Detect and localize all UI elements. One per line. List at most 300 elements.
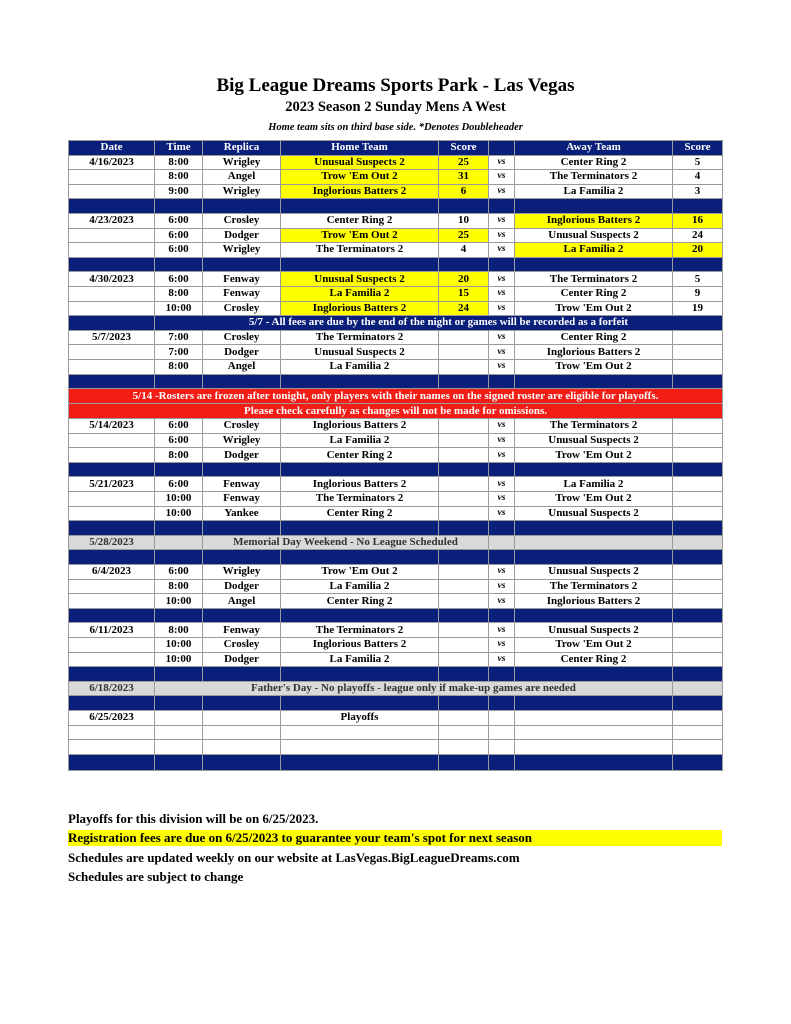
separator-cell	[515, 462, 673, 477]
column-header-vs	[489, 141, 515, 156]
vs-cell: vs	[489, 448, 515, 463]
separator-cell	[203, 608, 281, 623]
replica-cell	[203, 725, 281, 740]
time-cell: 10:00	[155, 638, 203, 653]
replica-cell: Fenway	[203, 272, 281, 287]
away-team-cell: Center Ring 2	[515, 330, 673, 345]
home-score-cell: 24	[439, 301, 489, 316]
replica-cell: Dodger	[203, 652, 281, 667]
schedule-table	[68, 140, 723, 771]
replica-cell: Crosley	[203, 330, 281, 345]
away-score-cell: 19	[673, 301, 723, 316]
away-team-cell: Center Ring 2	[515, 652, 673, 667]
away-team-cell	[515, 725, 673, 740]
away-score-cell	[673, 710, 723, 725]
replica-cell: Crosley	[203, 638, 281, 653]
separator-cell	[155, 257, 203, 272]
away-team-cell	[515, 740, 673, 755]
away-team-cell: Unusual Suspects 2	[515, 433, 673, 448]
notice-blank	[69, 316, 155, 331]
date-cell: 5/7/2023	[69, 330, 155, 345]
home-score-cell	[439, 565, 489, 580]
time-cell	[155, 725, 203, 740]
replica-cell: Wrigley	[203, 184, 281, 199]
week-separator	[69, 608, 723, 623]
date-cell	[69, 228, 155, 243]
time-cell: 8:00	[155, 170, 203, 185]
change-note: Schedules are subject to change	[68, 869, 244, 884]
separator-cell	[281, 257, 439, 272]
separator-cell	[439, 257, 489, 272]
separator-cell	[281, 608, 439, 623]
time-cell: 6:00	[155, 433, 203, 448]
away-score-cell	[673, 740, 723, 755]
away-score-cell: 5	[673, 272, 723, 287]
home-score-cell: 25	[439, 228, 489, 243]
separator-cell	[203, 667, 281, 682]
fee-notice-row	[69, 316, 723, 331]
home-score-cell: 10	[439, 213, 489, 228]
blank-cell	[489, 535, 515, 550]
time-cell: 6:00	[155, 419, 203, 434]
replica-cell: Crosley	[203, 213, 281, 228]
away-team-cell: Center Ring 2	[515, 155, 673, 170]
time-cell: 10:00	[155, 506, 203, 521]
table-row	[69, 419, 723, 434]
holiday-row	[69, 681, 723, 696]
away-team-cell: Inglorious Batters 2	[515, 213, 673, 228]
away-team-cell: Inglorious Batters 2	[515, 345, 673, 360]
away-score-cell	[673, 594, 723, 609]
vs-cell: vs	[489, 243, 515, 258]
away-team-cell: Trow 'Em Out 2	[515, 492, 673, 507]
replica-cell: Angel	[203, 359, 281, 374]
time-cell: 8:00	[155, 579, 203, 594]
separator-cell	[203, 374, 281, 389]
date-cell	[69, 638, 155, 653]
home-score-cell: 20	[439, 272, 489, 287]
away-team-cell: Trow 'Em Out 2	[515, 638, 673, 653]
separator-cell	[673, 257, 723, 272]
alert-text: Please check carefully as changes will not be made for omissions.	[69, 404, 723, 419]
away-score-cell: 3	[673, 184, 723, 199]
separator-cell	[155, 754, 203, 770]
away-team-cell: The Terminators 2	[515, 419, 673, 434]
separator-cell	[515, 667, 673, 682]
home-score-cell: 25	[439, 155, 489, 170]
home-score-cell: 6	[439, 184, 489, 199]
home-score-cell	[439, 359, 489, 374]
date-cell: 4/23/2023	[69, 213, 155, 228]
replica-cell: Dodger	[203, 345, 281, 360]
date-cell	[69, 433, 155, 448]
time-cell: 6:00	[155, 565, 203, 580]
column-header-away-score: Score	[673, 141, 723, 156]
column-header-time: Time	[155, 141, 203, 156]
separator-cell	[673, 550, 723, 565]
away-score-cell	[673, 725, 723, 740]
vs-cell: vs	[489, 155, 515, 170]
vs-cell: vs	[489, 301, 515, 316]
vs-cell: vs	[489, 565, 515, 580]
time-cell	[155, 710, 203, 725]
separator-cell	[203, 550, 281, 565]
vs-cell: vs	[489, 506, 515, 521]
blank-cell	[515, 535, 673, 550]
date-cell	[69, 506, 155, 521]
holiday-text: Father's Day - No playoffs - league only if make-up games are needed	[155, 681, 673, 696]
date-cell: 5/28/2023	[69, 535, 155, 550]
time-cell: 8:00	[155, 448, 203, 463]
home-team-cell	[281, 740, 439, 755]
separator-cell	[155, 608, 203, 623]
separator-cell	[673, 696, 723, 711]
away-team-cell: Center Ring 2	[515, 286, 673, 301]
away-team-cell: The Terminators 2	[515, 272, 673, 287]
replica-cell: Dodger	[203, 579, 281, 594]
home-score-cell: 31	[439, 170, 489, 185]
separator-cell	[281, 199, 439, 214]
separator-cell	[515, 754, 673, 770]
separator-cell	[439, 696, 489, 711]
separator-cell	[281, 462, 439, 477]
date-cell	[69, 740, 155, 755]
home-team-cell: Trow 'Em Out 2	[281, 170, 439, 185]
table-row	[69, 228, 723, 243]
separator-cell	[203, 521, 281, 536]
replica-cell: Wrigley	[203, 155, 281, 170]
table-header-row	[69, 141, 723, 156]
separator-cell	[69, 257, 155, 272]
home-team-cell: Center Ring 2	[281, 506, 439, 521]
home-team-cell: Center Ring 2	[281, 213, 439, 228]
home-team-cell: Trow 'Em Out 2	[281, 228, 439, 243]
vs-cell: vs	[489, 652, 515, 667]
date-cell	[69, 448, 155, 463]
home-score-cell	[439, 652, 489, 667]
table-row	[69, 638, 723, 653]
blank-cell	[155, 535, 203, 550]
time-cell: 7:00	[155, 345, 203, 360]
table-row	[69, 184, 723, 199]
home-team-cell: The Terminators 2	[281, 330, 439, 345]
vs-cell: vs	[489, 419, 515, 434]
date-cell	[69, 359, 155, 374]
home-team-cell: Playoffs	[281, 710, 439, 725]
time-cell: 10:00	[155, 594, 203, 609]
home-team-cell: Unusual Suspects 2	[281, 155, 439, 170]
time-cell: 6:00	[155, 272, 203, 287]
separator-cell	[515, 696, 673, 711]
separator-cell	[155, 374, 203, 389]
vs-cell: vs	[489, 213, 515, 228]
separator-cell	[439, 608, 489, 623]
replica-cell: Fenway	[203, 477, 281, 492]
replica-cell	[203, 710, 281, 725]
holiday-row	[69, 535, 723, 550]
table-row	[69, 579, 723, 594]
home-score-cell	[439, 477, 489, 492]
home-score-cell	[439, 506, 489, 521]
home-team-cell: Unusual Suspects 2	[281, 345, 439, 360]
time-cell: 6:00	[155, 477, 203, 492]
vs-cell	[489, 740, 515, 755]
separator-cell	[203, 199, 281, 214]
separator-cell	[439, 199, 489, 214]
separator-cell	[515, 550, 673, 565]
separator-cell	[155, 521, 203, 536]
home-team-cell: La Familia 2	[281, 359, 439, 374]
separator-cell	[69, 754, 155, 770]
away-score-cell	[673, 565, 723, 580]
away-score-cell	[673, 506, 723, 521]
away-score-cell	[673, 492, 723, 507]
home-team-cell: The Terminators 2	[281, 623, 439, 638]
separator-cell	[281, 667, 439, 682]
alert-text: 5/14 -Rosters are frozen after tonight, only players with their names on the signed roster are eligible for playoffs.	[69, 389, 723, 404]
date-cell	[69, 170, 155, 185]
away-score-cell: 5	[673, 155, 723, 170]
vs-cell	[489, 710, 515, 725]
replica-cell: Wrigley	[203, 565, 281, 580]
away-team-cell: La Familia 2	[515, 184, 673, 199]
away-score-cell: 20	[673, 243, 723, 258]
away-score-cell	[673, 345, 723, 360]
away-team-cell: The Terminators 2	[515, 170, 673, 185]
doubleheader-note: Home team sits on third base side. *Denotes Doubleheader	[268, 122, 523, 133]
separator-cell	[281, 754, 439, 770]
away-team-cell: Unusual Suspects 2	[515, 506, 673, 521]
replica-cell: Fenway	[203, 286, 281, 301]
separator-cell	[515, 374, 673, 389]
separator-cell	[203, 696, 281, 711]
column-header-home-team: Home Team	[281, 141, 439, 156]
home-score-cell	[439, 594, 489, 609]
home-team-cell: Inglorious Batters 2	[281, 301, 439, 316]
vs-cell: vs	[489, 477, 515, 492]
away-score-cell	[673, 477, 723, 492]
away-score-cell: 24	[673, 228, 723, 243]
table-row	[69, 740, 723, 755]
vs-cell: vs	[489, 170, 515, 185]
away-team-cell: Trow 'Em Out 2	[515, 359, 673, 374]
date-cell	[69, 594, 155, 609]
date-cell	[69, 184, 155, 199]
date-cell	[69, 725, 155, 740]
away-team-cell: Unusual Suspects 2	[515, 623, 673, 638]
away-score-cell	[673, 652, 723, 667]
roster-alert-row	[69, 389, 723, 404]
away-score-cell: 16	[673, 213, 723, 228]
time-cell: 8:00	[155, 623, 203, 638]
home-team-cell	[281, 725, 439, 740]
vs-cell: vs	[489, 492, 515, 507]
replica-cell: Crosley	[203, 419, 281, 434]
table-row	[69, 623, 723, 638]
time-cell: 6:00	[155, 243, 203, 258]
table-row	[69, 155, 723, 170]
column-header-replica: Replica	[203, 141, 281, 156]
table-row	[69, 710, 723, 725]
away-team-cell: The Terminators 2	[515, 579, 673, 594]
away-score-cell	[673, 433, 723, 448]
date-cell: 4/16/2023	[69, 155, 155, 170]
vs-cell: vs	[489, 623, 515, 638]
holiday-text: Memorial Day Weekend - No League Scheduled	[203, 535, 489, 550]
vs-cell: vs	[489, 433, 515, 448]
away-team-cell: Unusual Suspects 2	[515, 228, 673, 243]
home-team-cell: Center Ring 2	[281, 594, 439, 609]
home-score-cell	[439, 638, 489, 653]
separator-cell	[69, 199, 155, 214]
separator-cell	[69, 696, 155, 711]
time-cell: 9:00	[155, 184, 203, 199]
home-team-cell: The Terminators 2	[281, 492, 439, 507]
vs-cell	[489, 725, 515, 740]
time-cell: 6:00	[155, 228, 203, 243]
registration-note: Registration fees are due on 6/25/2023 to guarantee your team's spot for next season	[68, 830, 722, 846]
vs-cell: vs	[489, 184, 515, 199]
separator-cell	[203, 257, 281, 272]
home-team-cell: La Familia 2	[281, 286, 439, 301]
date-cell: 6/4/2023	[69, 565, 155, 580]
separator-cell	[439, 521, 489, 536]
separator-cell	[439, 754, 489, 770]
vs-cell: vs	[489, 228, 515, 243]
separator-cell	[281, 374, 439, 389]
separator-cell	[281, 696, 439, 711]
separator-cell	[69, 374, 155, 389]
home-score-cell	[439, 492, 489, 507]
separator-cell	[489, 696, 515, 711]
home-team-cell: Inglorious Batters 2	[281, 184, 439, 199]
playoffs-note: Playoffs for this division will be on 6/25/2023.	[68, 811, 319, 826]
home-score-cell	[439, 345, 489, 360]
date-cell	[69, 301, 155, 316]
table-row	[69, 345, 723, 360]
home-team-cell: Center Ring 2	[281, 448, 439, 463]
table-row	[69, 213, 723, 228]
date-cell	[69, 243, 155, 258]
table-row	[69, 301, 723, 316]
date-cell	[69, 345, 155, 360]
table-row	[69, 170, 723, 185]
week-separator	[69, 696, 723, 711]
home-score-cell	[439, 448, 489, 463]
column-header-home-score: Score	[439, 141, 489, 156]
separator-cell	[489, 199, 515, 214]
separator-cell	[69, 521, 155, 536]
vs-cell: vs	[489, 286, 515, 301]
vs-cell: vs	[489, 359, 515, 374]
replica-cell: Angel	[203, 594, 281, 609]
table-row	[69, 286, 723, 301]
separator-cell	[69, 462, 155, 477]
table-row	[69, 477, 723, 492]
time-cell: 10:00	[155, 492, 203, 507]
home-score-cell	[439, 433, 489, 448]
home-score-cell: 4	[439, 243, 489, 258]
page-subtitle: 2023 Season 2 Sunday Mens A West	[285, 99, 506, 115]
date-cell	[69, 286, 155, 301]
home-score-cell	[439, 579, 489, 594]
date-cell: 6/25/2023	[69, 710, 155, 725]
separator-cell	[673, 521, 723, 536]
separator-cell	[489, 462, 515, 477]
away-score-cell	[673, 419, 723, 434]
table-row	[69, 359, 723, 374]
separator-cell	[69, 550, 155, 565]
time-cell: 10:00	[155, 652, 203, 667]
separator-cell	[515, 521, 673, 536]
replica-cell: Fenway	[203, 492, 281, 507]
away-score-cell	[673, 579, 723, 594]
separator-cell	[489, 550, 515, 565]
replica-cell: Dodger	[203, 448, 281, 463]
separator-cell	[673, 374, 723, 389]
separator-cell	[673, 462, 723, 477]
table-row	[69, 243, 723, 258]
away-team-cell: La Familia 2	[515, 243, 673, 258]
home-team-cell: Unusual Suspects 2	[281, 272, 439, 287]
time-cell: 8:00	[155, 286, 203, 301]
away-score-cell	[673, 448, 723, 463]
week-separator	[69, 521, 723, 536]
separator-cell	[515, 257, 673, 272]
time-cell: 7:00	[155, 330, 203, 345]
away-score-cell	[673, 330, 723, 345]
separator-cell	[673, 199, 723, 214]
away-score-cell	[673, 359, 723, 374]
home-team-cell: La Familia 2	[281, 652, 439, 667]
home-score-cell	[439, 710, 489, 725]
separator-cell	[515, 199, 673, 214]
separator-cell	[439, 667, 489, 682]
date-cell	[69, 492, 155, 507]
separator-cell	[489, 521, 515, 536]
table-row	[69, 565, 723, 580]
away-team-cell: Trow 'Em Out 2	[515, 301, 673, 316]
vs-cell: vs	[489, 594, 515, 609]
time-cell: 8:00	[155, 155, 203, 170]
replica-cell: Crosley	[203, 301, 281, 316]
away-score-cell: 9	[673, 286, 723, 301]
notice-text: 5/7 - All fees are due by the end of the night or games will be recorded as a forfeit	[155, 316, 723, 331]
separator-cell	[673, 667, 723, 682]
home-score-cell	[439, 419, 489, 434]
away-team-cell	[515, 710, 673, 725]
replica-cell: Fenway	[203, 623, 281, 638]
date-cell: 4/30/2023	[69, 272, 155, 287]
week-separator	[69, 754, 723, 770]
week-separator	[69, 550, 723, 565]
away-team-cell: La Familia 2	[515, 477, 673, 492]
separator-cell	[489, 374, 515, 389]
table-row	[69, 492, 723, 507]
table-row	[69, 594, 723, 609]
vs-cell: vs	[489, 272, 515, 287]
time-cell: 6:00	[155, 213, 203, 228]
page-title: Big League Dreams Sports Park - Las Vegas	[216, 75, 575, 96]
replica-cell	[203, 740, 281, 755]
table-row	[69, 506, 723, 521]
replica-cell: Wrigley	[203, 243, 281, 258]
home-team-cell: Inglorious Batters 2	[281, 638, 439, 653]
home-team-cell: Inglorious Batters 2	[281, 419, 439, 434]
replica-cell: Dodger	[203, 228, 281, 243]
separator-cell	[439, 550, 489, 565]
separator-cell	[69, 608, 155, 623]
